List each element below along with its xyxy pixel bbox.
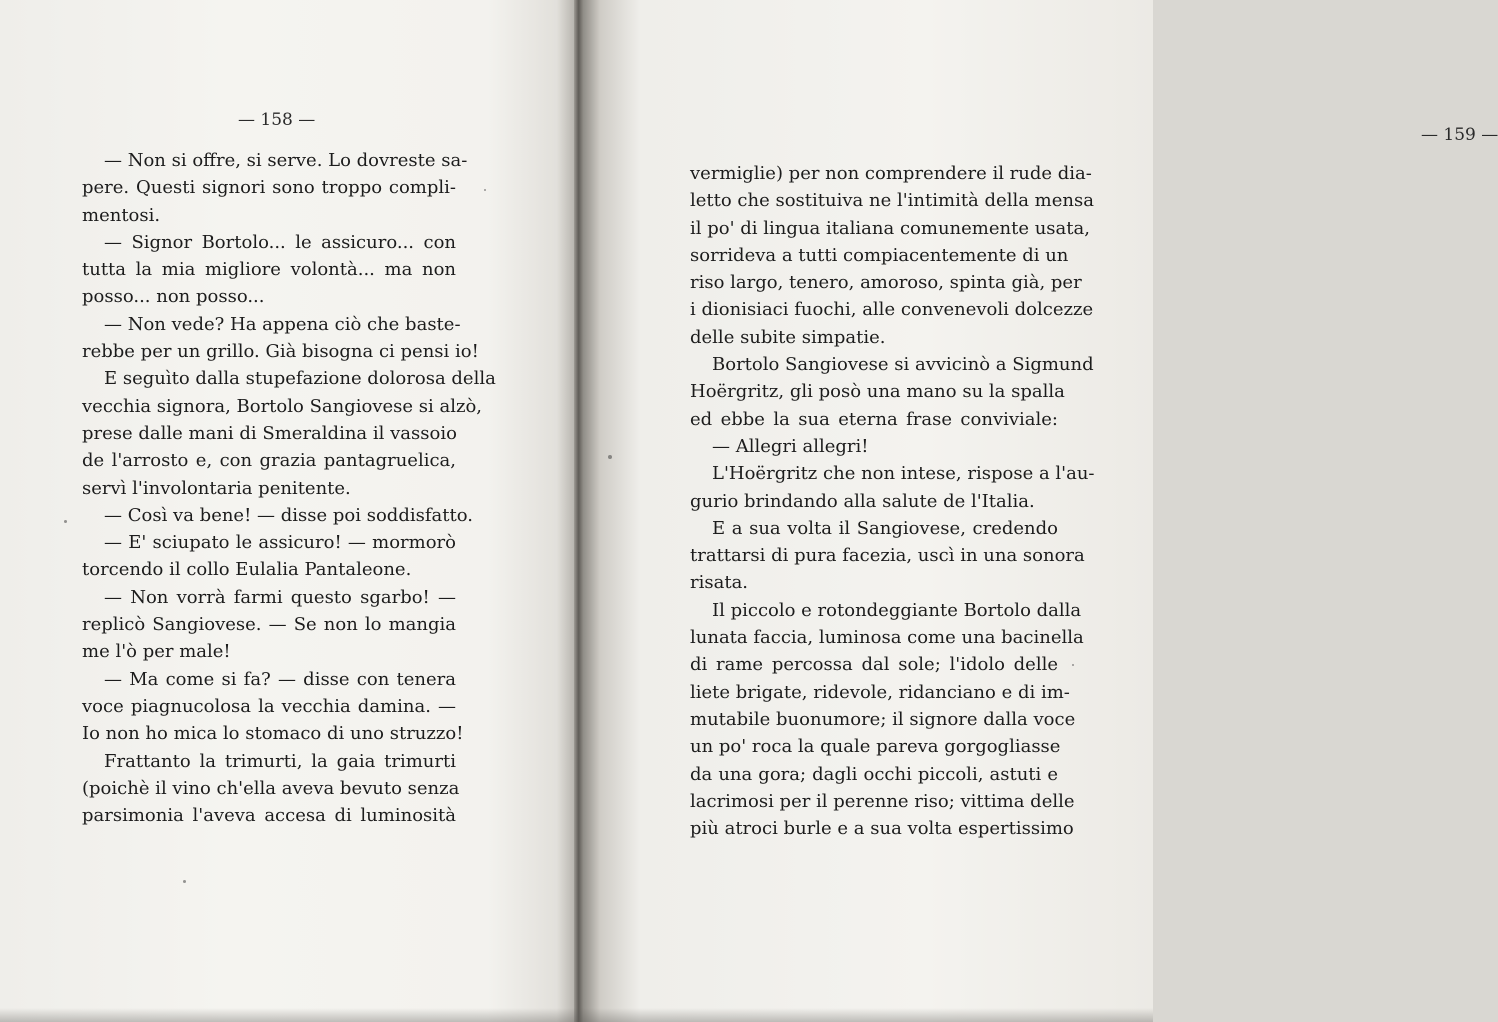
page-number-right: — 159 — — [1421, 125, 1498, 145]
text-line: vecchia signora, Bortolo Sangiovese si alzò, — [82, 395, 483, 417]
text-line: da una gora; dagli occhi piccoli, astuti e — [690, 763, 1058, 785]
text-line: — Non si offre, si serve. Lo dovreste sa- — [104, 150, 468, 171]
paper-speck — [1072, 664, 1074, 666]
text-line: letto che sostituiva ne l'intimità della mensa — [690, 190, 1094, 212]
text-line: torcendo il collo Eulalia Pantaleone. — [82, 559, 412, 581]
text-line: lunata faccia, luminosa come una bacinella — [690, 627, 1084, 649]
text-line: L'Hoërgritz che non intese, rispose a l'au- — [712, 463, 1095, 485]
text-line: Frattanto la trimurti, la gaia trimurti — [104, 750, 456, 772]
text-line: Hoërgritz, gli posò una mano su la spalla — [690, 381, 1065, 403]
text-line: Il piccolo e rotondeggiante Bortolo dalla — [712, 599, 1082, 621]
text-line: — Signor Bortolo... le assicuro... con — [104, 231, 456, 253]
text-line: — Ma come si fa? — disse con tenera — [104, 668, 456, 690]
paper-speck — [484, 189, 486, 191]
right-page-text — [690, 160, 1095, 842]
text-line: me l'ò per male! — [82, 641, 231, 663]
text-line: — Così va bene! — disse poi soddisfatto. — [104, 504, 473, 526]
text-line: mentosi. — [82, 204, 161, 226]
text-line: vermiglie) per non comprendere il rude dia- — [690, 163, 1092, 184]
text-line: E a sua volta il Sangiovese, credendo — [712, 517, 1058, 539]
text-line: replicò Sangiovese. — Se non lo mangia — [82, 614, 456, 636]
paper-speck — [64, 520, 67, 523]
text-line: delle subite simpatie. — [690, 326, 886, 348]
text-line: — Non vorrà farmi questo sgarbo! — — [104, 586, 456, 608]
book-gutter — [574, 0, 583, 1022]
text-line: de l'arrosto e, con grazia pantagruelica, — [82, 450, 456, 472]
text-line: voce piagnucolosa la vecchia damina. — — [82, 695, 456, 717]
page-bottom-shadow — [0, 1008, 1153, 1022]
text-line: tutta la mia migliore volontà... ma non — [82, 259, 456, 281]
text-line: (poichè il vino ch'ella aveva bevuto senza — [82, 777, 460, 799]
text-line: sorrideva a tutti compiacentemente di un — [690, 244, 1069, 266]
text-line: — Allegri allegri! — [712, 435, 869, 457]
paper-speck — [608, 455, 612, 459]
text-line: prese dalle mani di Smeraldina il vassoio — [82, 422, 457, 444]
text-line: un po' roca la quale pareva gorgogliasse — [690, 736, 1061, 758]
page-number-left: — 158 — — [238, 110, 316, 130]
text-line: rebbe per un grillo. Già bisogna ci pensi io! — [82, 341, 479, 363]
text-line: più atroci burle e a sua volta espertissimo — [690, 818, 1074, 840]
text-line: Io non ho mica lo stomaco di uno struzzo! — [82, 723, 464, 745]
text-line: il po' di lingua italiana comunemente usata, — [690, 217, 1090, 239]
text-line: mutabile buonumore; il signore dalla voce — [690, 708, 1076, 730]
text-line: trattarsi di pura facezia, uscì in una sonora — [690, 545, 1085, 567]
text-line: — E' sciupato le assicuro! — mormorò — [104, 532, 456, 554]
text-line: E seguìto dalla stupefazione dolorosa della — [104, 368, 496, 390]
text-line: i dionisiaci fuochi, alle convenevoli dolcezze — [690, 299, 1094, 321]
text-line: gurio brindando alla salute de l'Italia. — [690, 490, 1035, 512]
text-line: servì l'involontaria penitente. — [82, 477, 351, 499]
text-line: — Non vede? Ha appena ciò che baste- — [104, 313, 461, 335]
text-line: riso largo, tenero, amoroso, spinta già, per — [690, 272, 1082, 294]
text-line: pere. Questi signori sono troppo compli- — [82, 177, 456, 199]
text-line: Bortolo Sangiovese si avvicinò a Sigmund — [712, 354, 1094, 376]
text-line: risata. — [690, 572, 749, 594]
text-line: parsimonia l'aveva accesa di luminosità — [82, 805, 456, 827]
paper-speck — [183, 880, 186, 883]
text-line: ed ebbe la sua eterna frase conviviale: — [690, 408, 1058, 430]
text-line: lacrimosi per il perenne riso; vittima delle — [690, 790, 1075, 812]
text-line: posso... non posso... — [82, 286, 265, 308]
left-page-text — [82, 147, 496, 829]
text-line: di rame percossa dal sole; l'idolo delle — [690, 654, 1058, 676]
text-line: liete brigate, ridevole, ridanciano e di im- — [690, 681, 1070, 703]
